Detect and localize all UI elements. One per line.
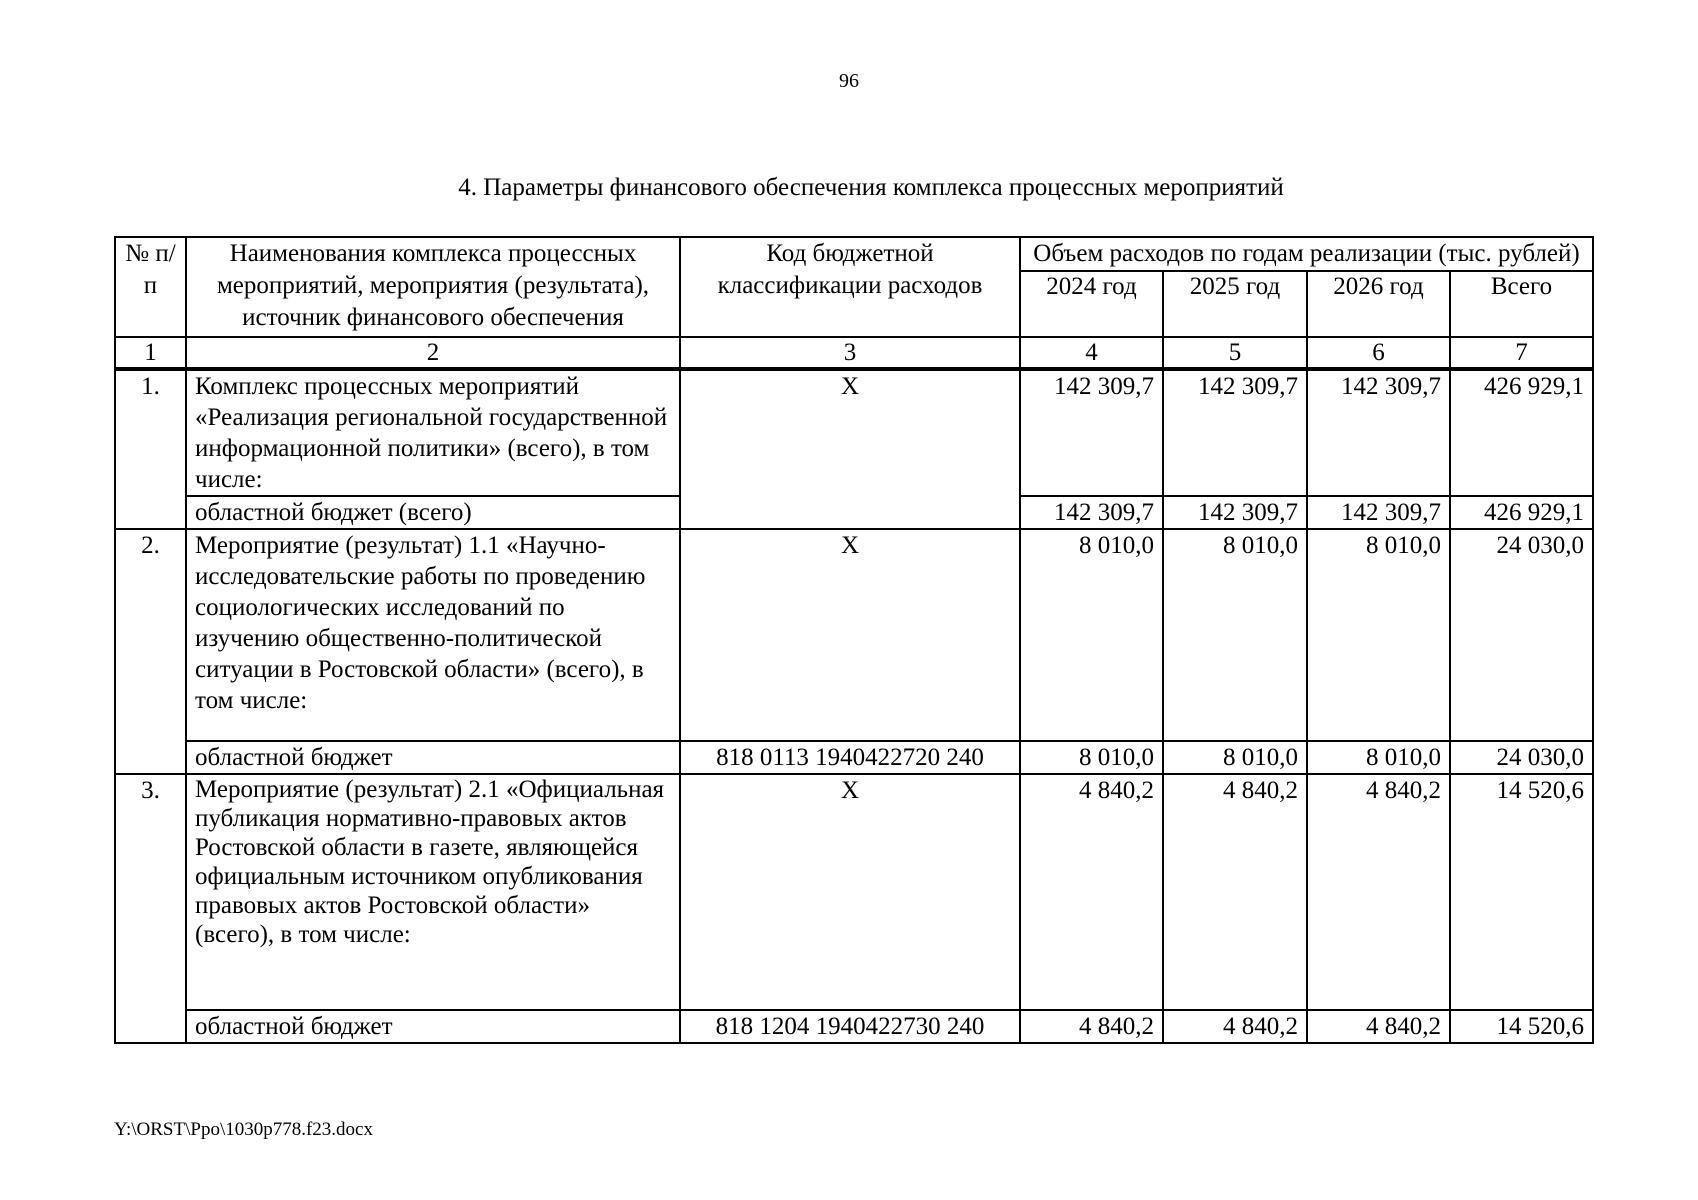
header-year-2026: 2026 год	[1307, 271, 1450, 337]
column-number: 2	[186, 337, 680, 369]
row-value-2026: 4 840,2	[1307, 774, 1450, 1010]
row-value-total: 426 929,1	[1450, 369, 1593, 496]
table-row	[115, 774, 1593, 1010]
table-row	[115, 369, 1593, 496]
subrow-value-2025: 142 309,7	[1163, 496, 1307, 529]
header-year-2025: 2025 год	[1163, 271, 1307, 337]
subrow-value-2024: 4 840,2	[1020, 1010, 1163, 1043]
header-code: Код бюджетной классификации расходов	[680, 237, 1020, 337]
subrow-value-2026: 4 840,2	[1307, 1010, 1450, 1043]
row-name: Мероприятие (результат) 1.1 «Научно-исследовательские работы по проведению социологических исследований по изучению общественно-политической ситуации в Ростовской области» (всего), в том числе:	[186, 529, 680, 741]
subrow-code: 818 0113 1940422720 240	[680, 741, 1020, 774]
row-number: 1.	[115, 369, 186, 529]
row-value-total: 24 030,0	[1450, 529, 1593, 741]
row-code: X	[680, 369, 1020, 529]
subrow-value-2025: 8 010,0	[1163, 741, 1307, 774]
row-number: 3.	[115, 774, 186, 1043]
subrow-name: областной бюджет	[186, 741, 680, 774]
column-number: 7	[1450, 337, 1593, 369]
table-row	[115, 529, 1593, 741]
column-number: 4	[1020, 337, 1163, 369]
row-value-2024: 8 010,0	[1020, 529, 1163, 741]
subrow-name: областной бюджет (всего)	[186, 496, 680, 529]
subrow-value-2026: 142 309,7	[1307, 496, 1450, 529]
column-number: 1	[115, 337, 186, 369]
subrow-value-2024: 8 010,0	[1020, 741, 1163, 774]
row-value-2026: 8 010,0	[1307, 529, 1450, 741]
page-number: 96	[839, 70, 859, 92]
subrow-value-2026: 8 010,0	[1307, 741, 1450, 774]
subrow-name: областной бюджет	[186, 1010, 680, 1043]
header-no: № п/п	[115, 237, 186, 337]
column-number: 5	[1163, 337, 1307, 369]
header-year-2024: 2024 год	[1020, 271, 1163, 337]
subrow-value-2024: 142 309,7	[1020, 496, 1163, 529]
subrow-code: 818 1204 1940422730 240	[680, 1010, 1020, 1043]
table-subrow	[115, 741, 1593, 774]
column-number: 3	[680, 337, 1020, 369]
subrow-value-total: 14 520,6	[1450, 1010, 1593, 1043]
row-value-2025: 142 309,7	[1163, 369, 1307, 496]
subrow-value-2025: 4 840,2	[1163, 1010, 1307, 1043]
header-total: Всего	[1450, 271, 1593, 337]
header-name: Наименования комплекса процессных мероприятий, мероприятия (результата), источник финансового обеспечения	[186, 237, 680, 337]
row-name: Комплекс процессных мероприятий «Реализация региональной государственной информационной политики» (всего), в том числе:	[186, 369, 680, 496]
row-number: 2.	[115, 529, 186, 774]
header-volume: Объем расходов по годам реализации (тыс. рублей)	[1020, 237, 1593, 271]
row-value-2025: 4 840,2	[1163, 774, 1307, 1010]
row-value-2025: 8 010,0	[1163, 529, 1307, 741]
column-numbers-row	[115, 337, 1593, 369]
row-value-2024: 4 840,2	[1020, 774, 1163, 1010]
table-subrow	[115, 1010, 1593, 1043]
document-title: 4. Параметры финансового обеспечения комплекса процессных мероприятий	[458, 174, 1284, 201]
row-name: Мероприятие (результат) 2.1 «Официальная публикация нормативно-правовых актов Ростовской области в газете, являющейся официальным источником опубликования правовых актов Ростовской области» (всего), в том числе:	[186, 774, 680, 1010]
row-value-total: 14 520,6	[1450, 774, 1593, 1010]
row-code: X	[680, 529, 1020, 741]
financing-table	[114, 236, 1594, 1044]
footer-file-path: Y:\ORST\Ppo\1030p778.f23.docx	[114, 1119, 373, 1140]
row-value-2026: 142 309,7	[1307, 369, 1450, 496]
row-value-2024: 142 309,7	[1020, 369, 1163, 496]
column-number: 6	[1307, 337, 1450, 369]
row-code: X	[680, 774, 1020, 1010]
subrow-value-total: 24 030,0	[1450, 741, 1593, 774]
subrow-value-total: 426 929,1	[1450, 496, 1593, 529]
